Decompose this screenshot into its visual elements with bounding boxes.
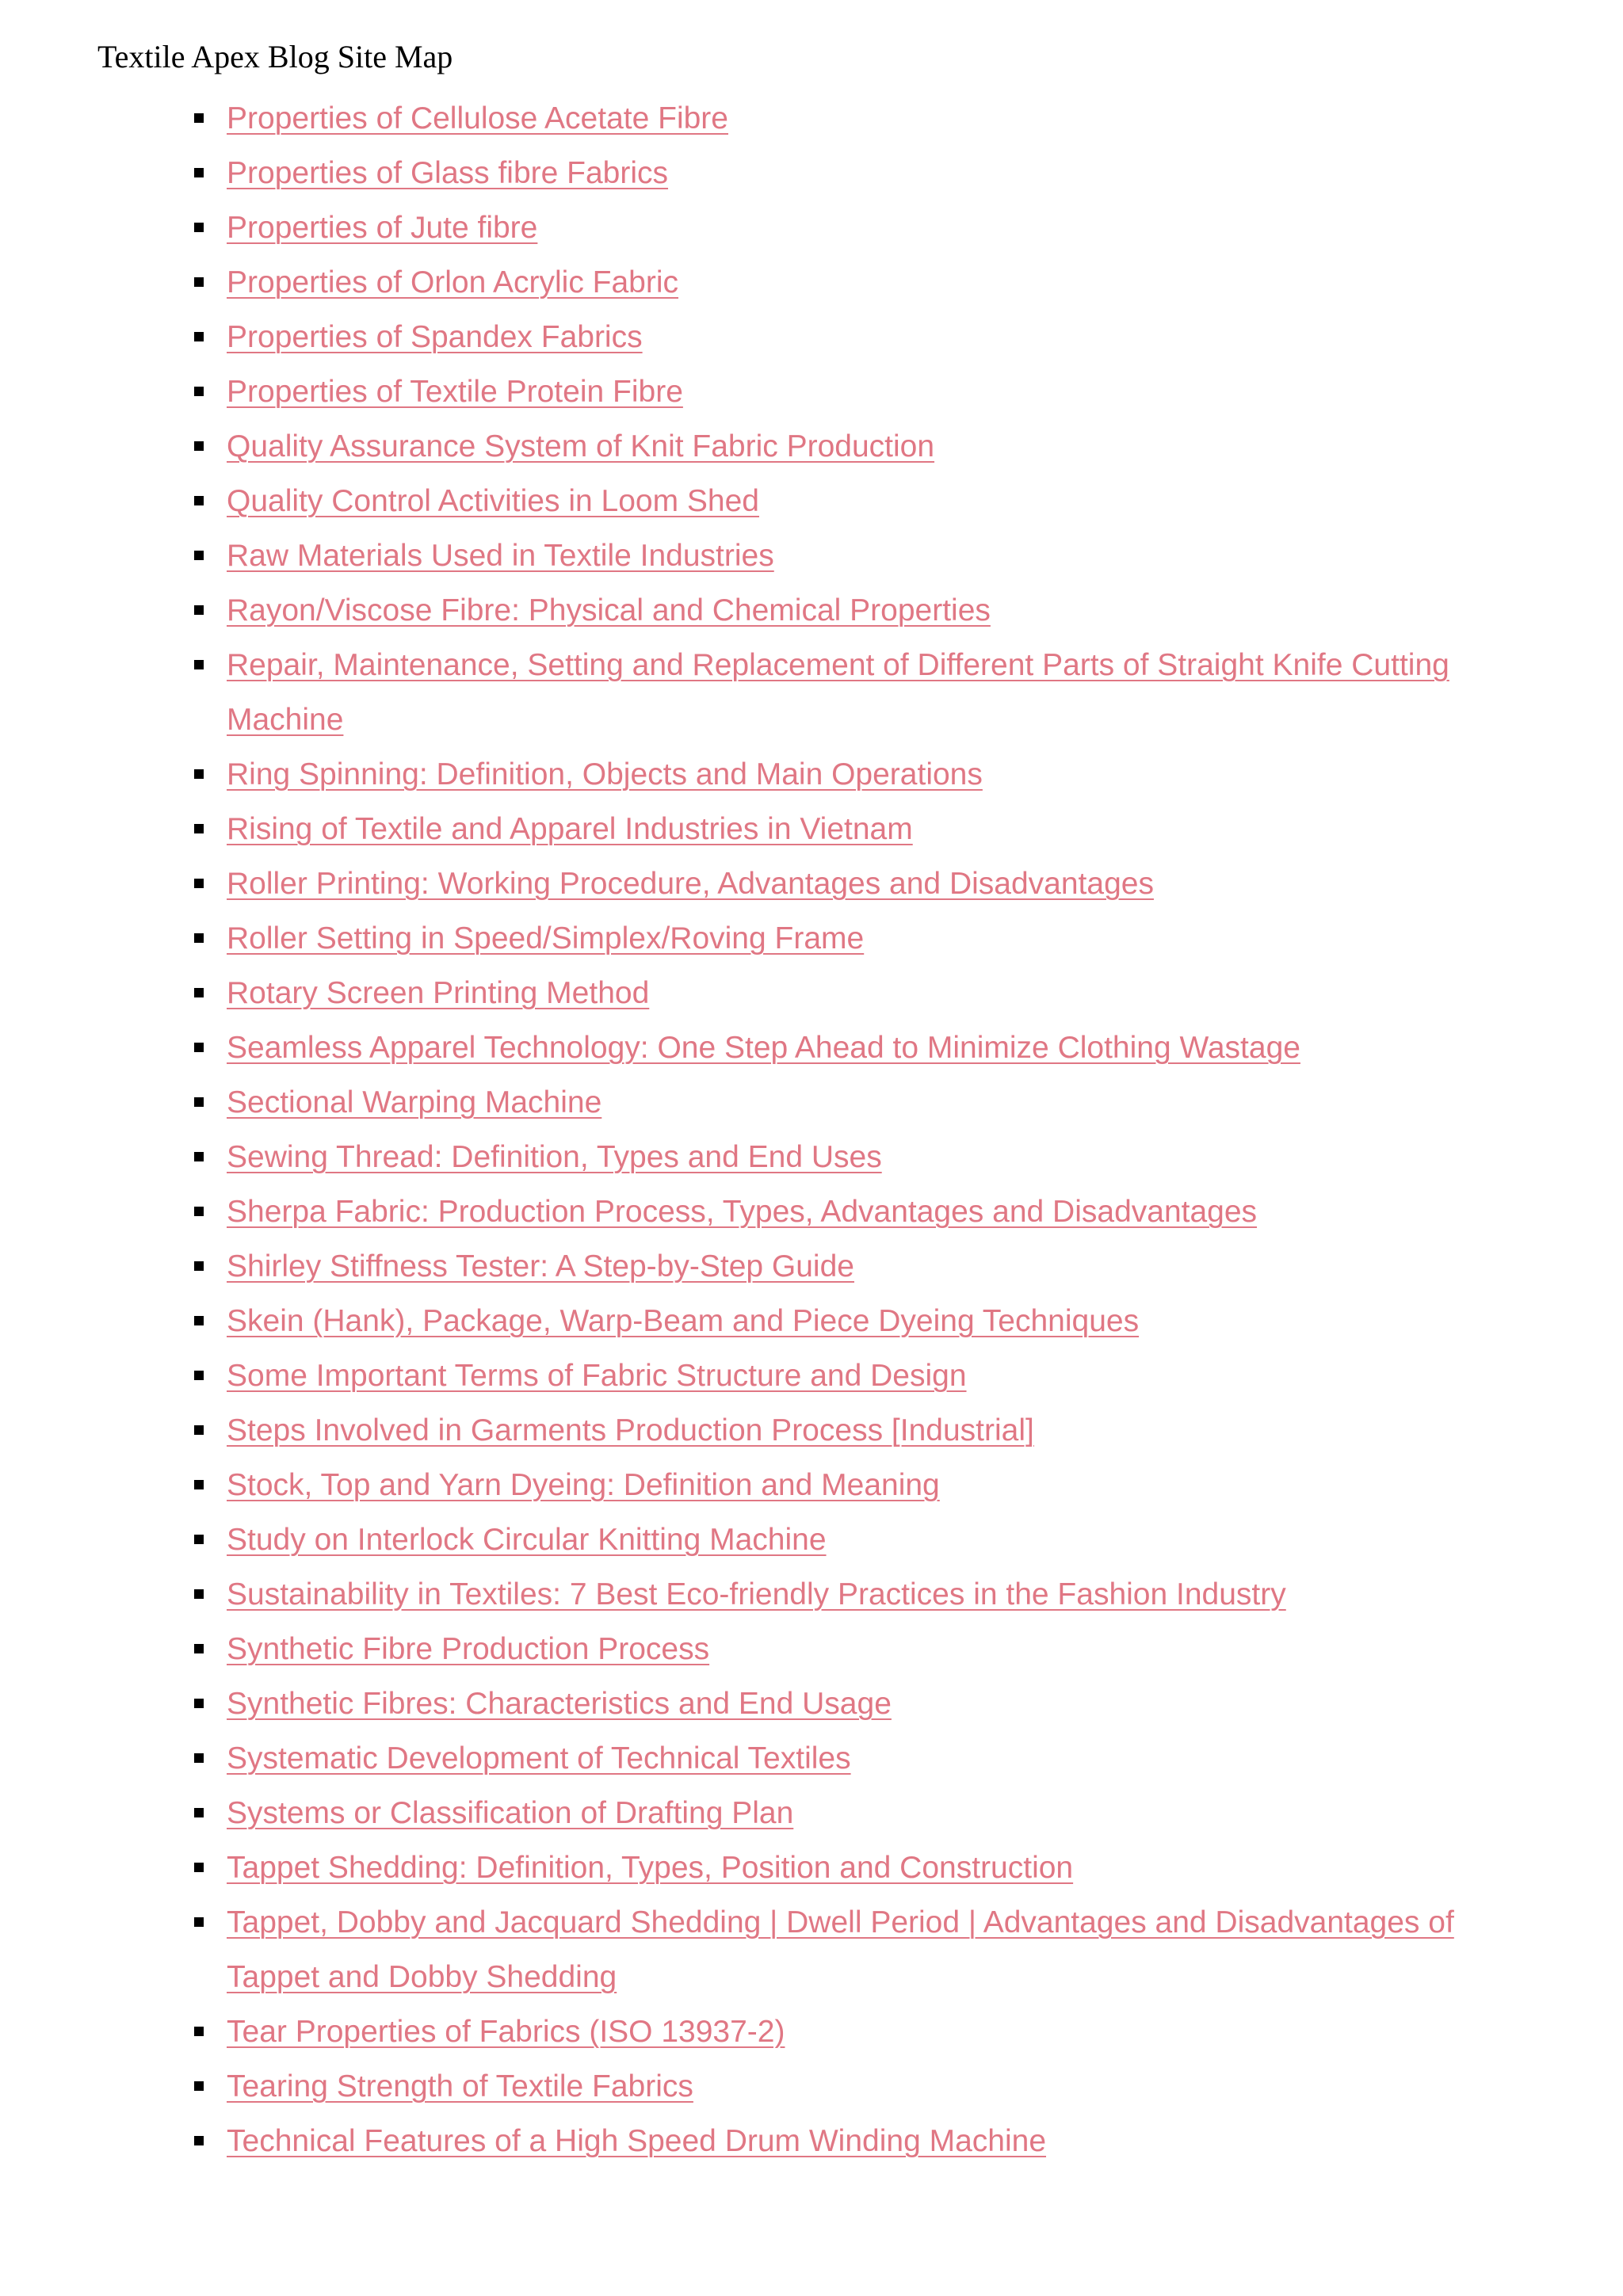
bullet-icon [194,879,204,888]
list-item [0,1840,1463,1895]
sitemap-link[interactable]: Tappet Shedding: Definition, Types, Position and Construction [227,1851,1074,1885]
list-item [0,146,1463,200]
list-item [0,1348,1463,1403]
bullet-icon [194,168,204,177]
sitemap-link[interactable]: Properties of Cellulose Acetate Fibre [227,101,728,135]
list-item [0,1567,1463,1622]
sitemap-link[interactable]: Properties of Orlon Acrylic Fabric [227,265,679,299]
sitemap-link[interactable]: Roller Printing: Working Procedure, Advantages and Disadvantages [227,867,1154,901]
sitemap-link[interactable]: Repair, Maintenance, Setting and Replacement of Different Parts of Straight Knife Cutting Machine [227,648,1449,737]
list-item [0,1294,1463,1348]
sitemap-link[interactable]: Roller Setting in Speed/Simplex/Roving Frame [227,921,865,955]
sitemap-link[interactable]: Systematic Development of Technical Textiles [227,1741,851,1775]
sitemap-link[interactable]: Properties of Textile Protein Fibre [227,375,683,409]
list-item [0,1895,1463,2004]
sitemap-link[interactable]: Steps Involved in Garments Production Process [Industrial] [227,1413,1034,1447]
list-item [0,474,1463,528]
page-title: Textile Apex Blog Site Map [97,39,453,74]
sitemap-link[interactable]: Rising of Textile and Apparel Industries in Vietnam [227,812,913,846]
sitemap-link[interactable]: Sewing Thread: Definition, Types and End Uses [227,1140,882,1174]
bullet-icon [194,387,204,396]
sitemap-link[interactable]: Systems or Classification of Drafting Plan [227,1796,794,1830]
sitemap-link[interactable]: Stock, Top and Yarn Dyeing: Definition and Meaning [227,1468,940,1502]
sitemap-link-list [0,91,1463,2168]
bullet-icon [194,1097,204,1107]
bullet-icon [194,1480,204,1489]
list-item [0,966,1463,1020]
list-item [0,2059,1463,2114]
sitemap-link[interactable]: Sustainability in Textiles: 7 Best Eco-friendly Practices in the Fashion Industry [227,1577,1286,1611]
list-item [0,911,1463,966]
list-item [0,1731,1463,1786]
sitemap-link[interactable]: Sherpa Fabric: Production Process, Types, Advantages and Disadvantages [227,1195,1258,1229]
list-item [0,528,1463,583]
sitemap-link[interactable]: Synthetic Fibre Production Process [227,1632,710,1666]
sitemap-link[interactable]: Technical Features of a High Speed Drum Winding Machine [227,2124,1047,2158]
list-item [0,747,1463,802]
bullet-icon [194,2027,204,2036]
bullet-icon [194,605,204,615]
list-item [0,2114,1463,2168]
sitemap-link[interactable]: Skein (Hank), Package, Warp-Beam and Piece Dyeing Techniques [227,1304,1140,1338]
bullet-icon [194,1808,204,1817]
list-item [0,310,1463,364]
sitemap-link[interactable]: Sectional Warping Machine [227,1085,602,1119]
sitemap-link[interactable]: Raw Materials Used in Textile Industries [227,539,774,573]
bullet-icon [194,1917,204,1927]
list-item [0,1676,1463,1731]
list-item [0,856,1463,911]
list-item [0,255,1463,310]
sitemap-link[interactable]: Tearing Strength of Textile Fabrics [227,2069,693,2103]
bullet-icon [194,1152,204,1161]
bullet-icon [194,1043,204,1052]
bullet-icon [194,277,204,287]
sitemap-link[interactable]: Properties of Spandex Fabrics [227,320,643,354]
list-item [0,1020,1463,1075]
bullet-icon [194,113,204,123]
bullet-icon [194,551,204,560]
bullet-icon [194,824,204,833]
bullet-icon [194,660,204,669]
bullet-icon [194,223,204,232]
list-item [0,1075,1463,1130]
bullet-icon [194,1425,204,1435]
bullet-icon [194,1207,204,1216]
bullet-icon [194,1316,204,1325]
list-item [0,1403,1463,1458]
list-item [0,638,1463,747]
sitemap-link[interactable]: Ring Spinning: Definition, Objects and Main Operations [227,757,983,791]
list-item [0,1458,1463,1512]
bullet-icon [194,1589,204,1599]
sitemap-link[interactable]: Synthetic Fibres: Characteristics and End Usage [227,1687,892,1721]
bullet-icon [194,2136,204,2145]
list-item [0,200,1463,255]
sitemap-link[interactable]: Tappet, Dobby and Jacquard Shedding | Dwell Period | Advantages and Disadvantages of Tappet and Dobby Shedding [227,1905,1454,1994]
bullet-icon [194,2081,204,2091]
list-item [0,1512,1463,1567]
bullet-icon [194,1753,204,1763]
list-item [0,1184,1463,1239]
list-item [0,1239,1463,1294]
list-item [0,583,1463,638]
bullet-icon [194,332,204,341]
bullet-icon [194,1644,204,1653]
list-item [0,1786,1463,1840]
sitemap-link[interactable]: Rayon/Viscose Fibre: Physical and Chemical Properties [227,593,991,627]
bullet-icon [194,496,204,505]
bullet-icon [194,1863,204,1872]
list-item [0,1622,1463,1676]
bullet-icon [194,769,204,779]
sitemap-link[interactable]: Properties of Jute fibre [227,211,538,245]
bullet-icon [194,1699,204,1708]
sitemap-link[interactable]: Some Important Terms of Fabric Structure and Design [227,1359,967,1393]
list-item [0,364,1463,419]
list-item [0,91,1463,146]
bullet-icon [194,441,204,451]
sitemap-link[interactable]: Shirley Stiffness Tester: A Step-by-Step Guide [227,1249,854,1283]
list-item [0,419,1463,474]
list-item [0,2004,1463,2059]
sitemap-link[interactable]: Rotary Screen Printing Method [227,976,650,1010]
list-item [0,802,1463,856]
sitemap-link[interactable]: Study on Interlock Circular Knitting Machine [227,1523,827,1557]
bullet-icon [194,988,204,997]
bullet-icon [194,1535,204,1544]
list-item [0,1130,1463,1184]
bullet-icon [194,933,204,943]
sitemap-link[interactable]: Tear Properties of Fabrics (ISO 13937-2) [227,2015,785,2049]
bullet-icon [194,1371,204,1380]
sitemap-link[interactable]: Quality Assurance System of Knit Fabric Production [227,429,935,463]
sitemap-link[interactable]: Seamless Apparel Technology: One Step Ahead to Minimize Clothing Wastage [227,1031,1300,1065]
sitemap-link[interactable]: Quality Control Activities in Loom Shed [227,484,759,518]
sitemap-link[interactable]: Properties of Glass fibre Fabrics [227,156,669,190]
bullet-icon [194,1261,204,1271]
